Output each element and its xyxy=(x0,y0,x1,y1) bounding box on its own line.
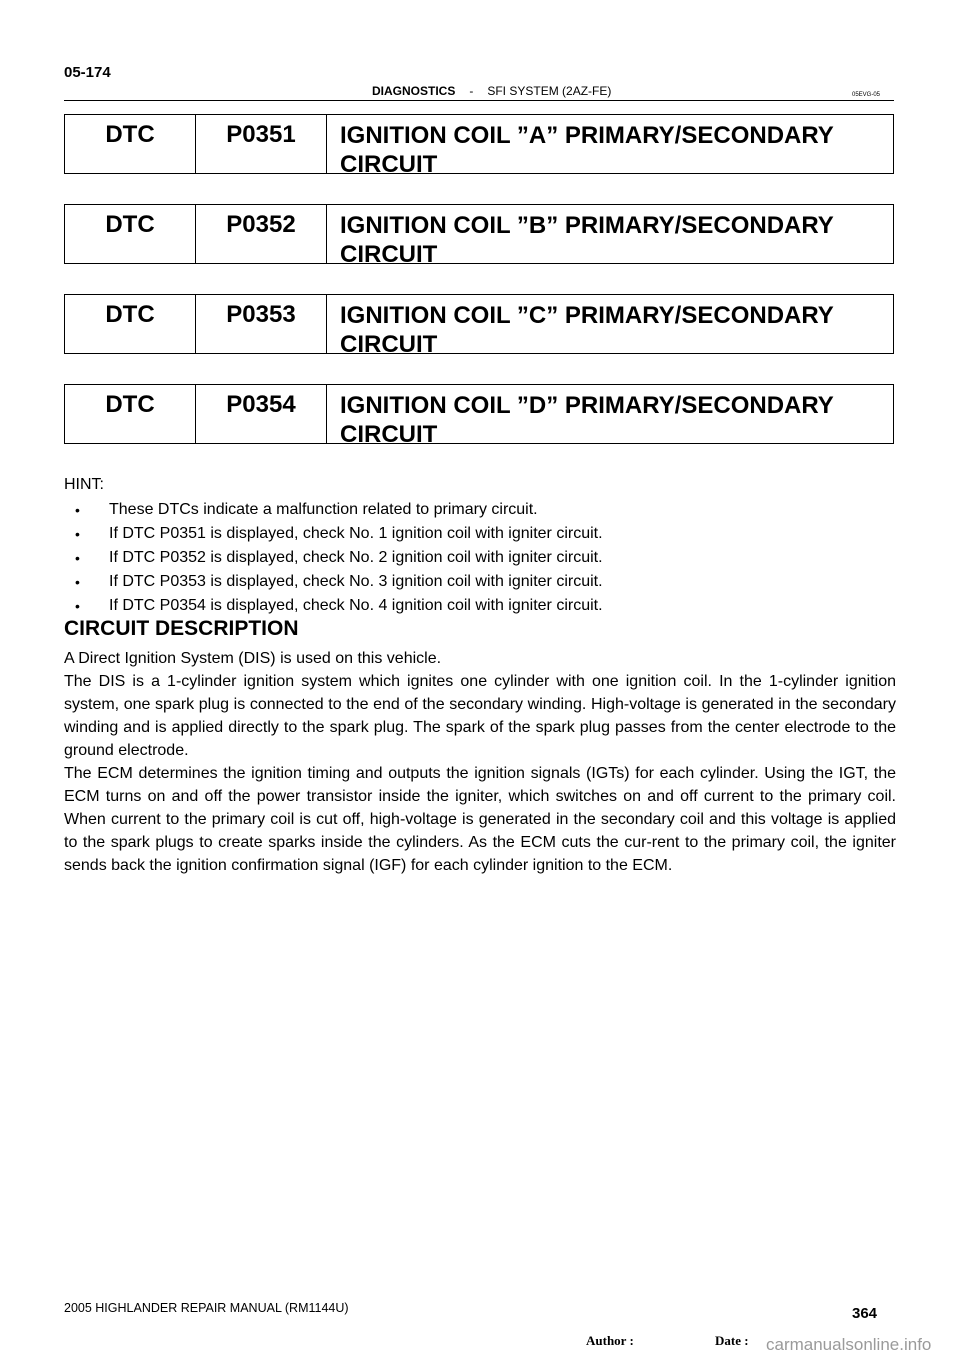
dtc-title xyxy=(327,385,893,448)
footer-author-label: Author : xyxy=(586,1333,634,1348)
hint-text: If DTC P0352 is displayed, check No. 2 ignition coil with igniter circuit. xyxy=(109,549,603,566)
footer-page-number: 364 xyxy=(852,1305,878,1322)
dtc-title-line2: CIRCUIT xyxy=(340,241,438,268)
dtc-title-line2: CIRCUIT xyxy=(340,421,438,448)
list-item xyxy=(64,570,603,594)
hint-label: HINT: xyxy=(64,476,104,493)
dtc-box-p0354 xyxy=(64,384,894,448)
paragraph: The ECM determines the ignition timing and outputs the ignition signals (IGTs) for each cylinder. Using the IGT, the ECM turns on and off the power transistor inside the igniter, which switches on and off current to the primary coil. When current to the primary coil is cut off, high-voltage is generated in the secondary coil and this voltage is applied to the spark plugs to create sparks inside the cylinders. As the ECM cuts the cur-rent to the primary coil, the igniter sends back the ignition confirmation signal (IGF) for each cylinder ignition to the ECM. xyxy=(64,765,896,874)
header-rule xyxy=(64,100,894,101)
dtc-label: DTC xyxy=(65,295,196,353)
header-title xyxy=(372,84,611,98)
dtc-box-p0352 xyxy=(64,204,894,268)
hint-list xyxy=(64,498,603,618)
dtc-title xyxy=(327,115,893,178)
paragraph: A Direct Ignition System (DIS) is used on this vehicle. xyxy=(64,650,442,667)
circuit-description-body xyxy=(64,647,896,877)
hint-text: These DTCs indicate a malfunction related to primary circuit. xyxy=(109,501,538,518)
dtc-label: DTC xyxy=(65,385,196,443)
dtc-box-p0351 xyxy=(64,114,894,178)
hint-text: If DTC P0351 is displayed, check No. 1 ignition coil with igniter circuit. xyxy=(109,525,603,542)
dtc-title-line2: CIRCUIT xyxy=(340,151,438,178)
dtc-title-line1: IGNITION COIL ”A” PRIMARY/SECONDARY xyxy=(340,122,834,149)
dtc-code: P0352 xyxy=(196,205,327,263)
header-subsection: SFI SYSTEM (2AZ-FE) xyxy=(487,84,612,98)
dtc-code: P0353 xyxy=(196,295,327,353)
dtc-code: P0351 xyxy=(196,115,327,173)
document-code: 05EVG-05 xyxy=(852,92,881,98)
bullet-icon: • xyxy=(75,598,80,614)
dtc-code: P0354 xyxy=(196,385,327,443)
dtc-label: DTC xyxy=(65,115,196,173)
section-heading: CIRCUIT DESCRIPTION xyxy=(64,617,299,640)
bullet-icon: • xyxy=(75,526,80,542)
hint-text: If DTC P0354 is displayed, check No. 4 ignition coil with igniter circuit. xyxy=(109,597,603,614)
dtc-box-p0353 xyxy=(64,294,894,358)
list-item xyxy=(64,522,603,546)
bullet-icon: • xyxy=(75,574,80,590)
bullet-icon: • xyxy=(75,502,80,518)
bullet-icon: • xyxy=(75,550,80,566)
dtc-title-line1: IGNITION COIL ”B” PRIMARY/SECONDARY xyxy=(340,212,834,239)
dtc-title-line1: IGNITION COIL ”C” PRIMARY/SECONDARY xyxy=(340,302,834,329)
list-item xyxy=(64,498,603,522)
list-item xyxy=(64,546,603,570)
dtc-title xyxy=(327,205,893,268)
header-section: DIAGNOSTICS xyxy=(372,84,456,98)
watermark: carmanualsonline.info xyxy=(766,1335,932,1354)
list-item xyxy=(64,594,603,618)
footer-date-label: Date : xyxy=(715,1333,749,1348)
paragraph: The DIS is a 1-cylinder ignition system which ignites one cylinder with one ignition coil. In the 1-cylinder ignition system, one spark plug is connected to the end of the secondary winding. High-voltage is generated in the secondary winding and is applied directly to the spark plug. The spark of the spark plug passes from the center electrode to the ground electrode. xyxy=(64,673,896,759)
dtc-label: DTC xyxy=(65,205,196,263)
dtc-title-line2: CIRCUIT xyxy=(340,331,438,358)
footer-manual-title: 2005 HIGHLANDER REPAIR MANUAL (RM1144U) xyxy=(64,1301,349,1315)
page-number: 05-174 xyxy=(64,64,111,81)
dtc-title xyxy=(327,295,893,358)
dtc-title-line1: IGNITION COIL ”D” PRIMARY/SECONDARY xyxy=(340,392,834,419)
hint-text: If DTC P0353 is displayed, check No. 3 ignition coil with igniter circuit. xyxy=(109,573,603,590)
header-separator: - xyxy=(469,84,474,98)
